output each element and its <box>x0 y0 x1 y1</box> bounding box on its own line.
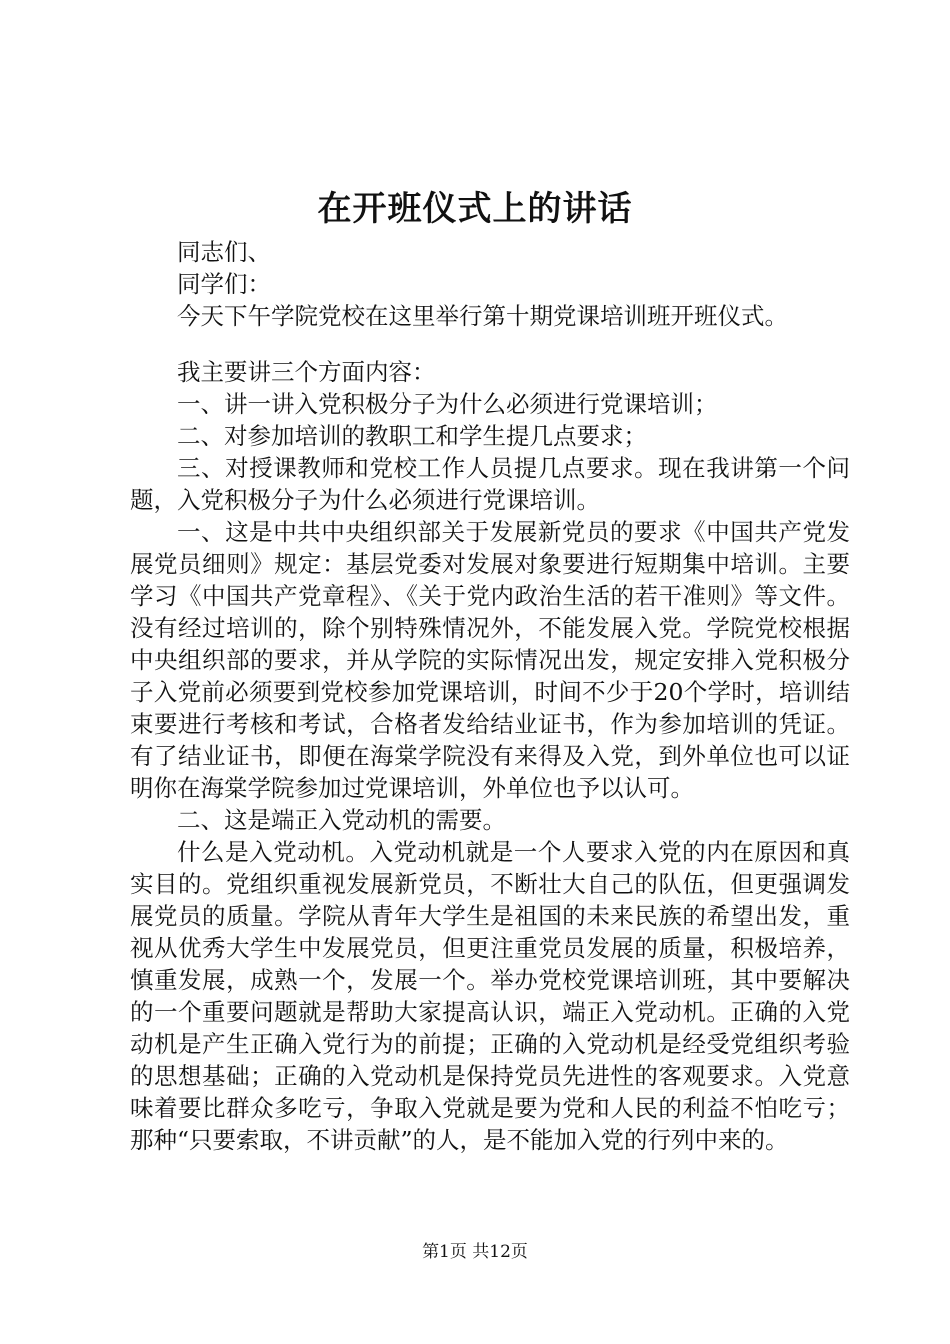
opening-paragraph: 今天下午学院党校在这里举行第十期党课培训班开班仪式。 <box>177 302 788 330</box>
page-number-footer: 第1页 共12页 <box>422 1242 528 1262</box>
outline-item-2: 二、对参加培训的教职工和学生提几点要求； <box>177 422 647 450</box>
document-body <box>130 236 850 1156</box>
section-two-paragraph: 什么是入党动机。入党动机就是一个人要求入党的内在原因和真实目的。党组织重视发展新党员，不断壮大自己的队伍，但更强调发展党员的质量。学院从青年大学生是祖国的未来民族的希望出发，重视从优秀大学生中发展党员，但更注重党员发展的质量，积极培养，慎重发展，成熟一个，发展一个。举办党校党课培训班，其中要解决的一个重要问题就是帮助大家提高认识，端正入党动机。正确的入党动机是产生正确入党行为的前提；正确的入党动机是经受党组织考验的思想基础；正确的入党动机是保持党员先进性的客观要求。入党意味着要比群众多吃亏，争取入党就是要为党和人民的利益不怕吃亏；那种“只要索取，不讲贡献”的人，是不能加入党的行列中来的。 <box>130 838 850 1154</box>
salutation-line-1: 同志们、 <box>177 238 271 266</box>
section-one-paragraph: 一、这是中共中央组织部关于发展新党员的要求《中国共产党发展党员细则》规定：基层党委对发展对象要进行短期集中培训。主要学习《中国共产党章程》、《关于党内政治生活的若干准则》等文件。没有经过培训的，除个别特殊情况外，不能发展入党。学院党校根据中央组织部的要求，并从学院的实际情况出发，规定安排入党积极分子入党前必须要到党校参加党课培训，时间不少于20个学时，培训结束要进行考核和考试，合格者发给结业证书，作为参加培训的凭证。有了结业证书，即便在海棠学院没有来得及入党，到外单位也可以证明你在海棠学院参加过党课培训，外单位也予以认可。 <box>130 518 850 802</box>
outline-intro: 我主要讲三个方面内容： <box>177 358 436 386</box>
salutation-line-2: 同学们： <box>177 270 271 298</box>
section-two-heading: 二、这是端正入党动机的需要。 <box>177 806 506 834</box>
outline-item-3: 三、对授课教师和党校工作人员提几点要求。现在我讲第一个问题，入党积极分子为什么必须进行党课培训。 <box>130 454 850 514</box>
outline-item-1: 一、讲一讲入党积极分子为什么必须进行党课培训； <box>177 390 718 418</box>
document-title: 在开班仪式上的讲话 <box>317 189 633 229</box>
